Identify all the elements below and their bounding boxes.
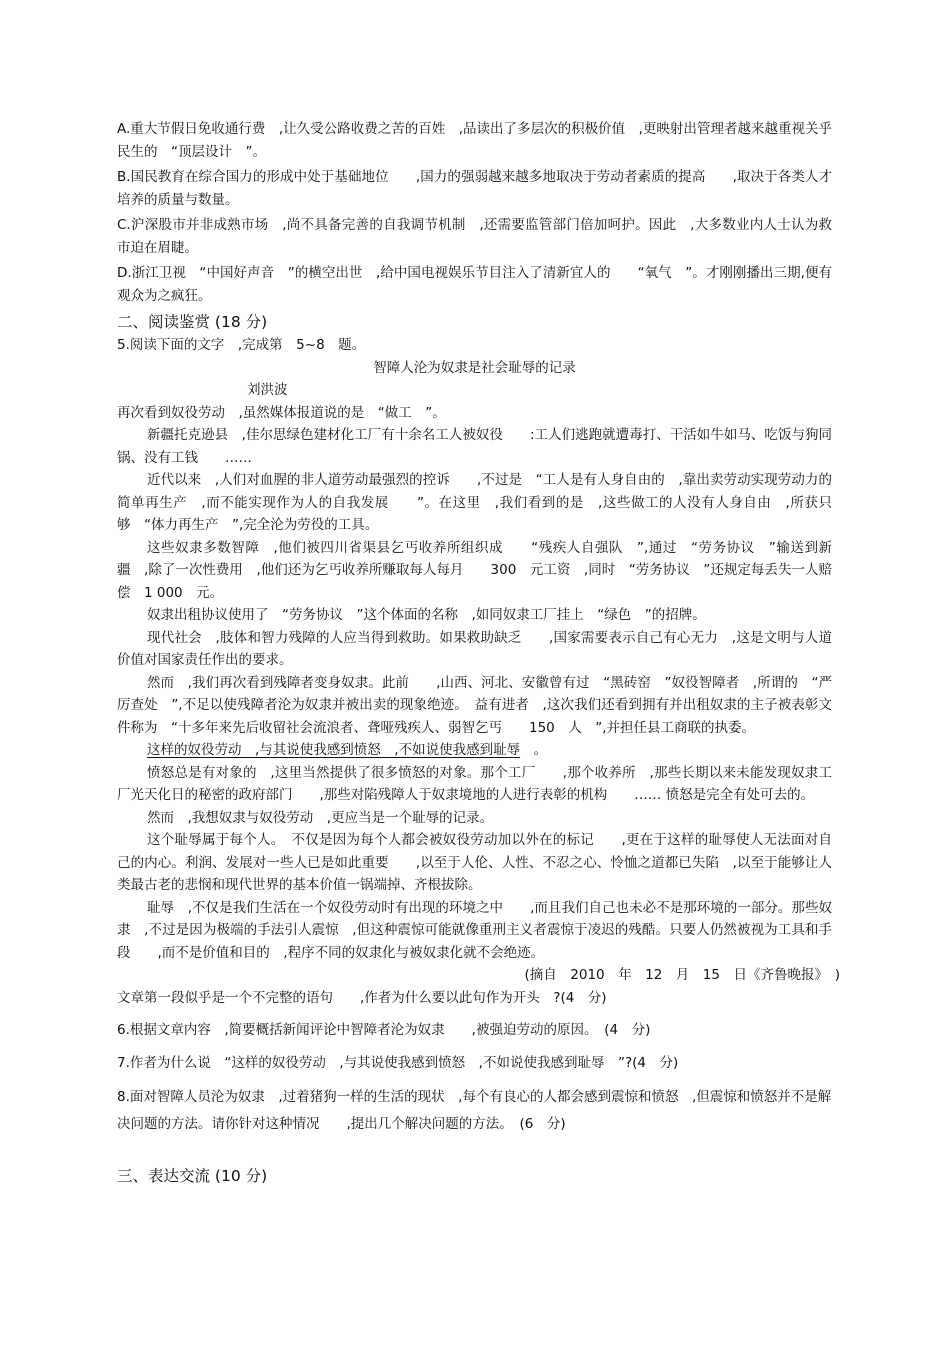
article-paragraph: 这个耻辱属于每个人。 不仅是因为每个人都会被奴役劳动加以外在的标记 ,更在于这样的耻辱使人无法面对自己的内心。利润、发展对一些人已是如此重要 ,以至于人伦、人性、不忍之心、怜恤之道都已失陷 ,以至于能够让人类最古老的悲悯和现代世界的基本价值一锅端掉、齐根拔除。: [117, 832, 832, 893]
option-b: B.国民教育在综合国力的形成中处于基础地位 ,国力的强弱越来越多地取决于劳动者素质的提高 ,取决于各类人才培养的质量与数量。: [117, 169, 832, 208]
underlined-sentence-line: [117, 739, 832, 762]
spacer: [117, 1138, 832, 1164]
section-heading-reading: 二、阅读鉴赏 (18 分): [117, 313, 268, 331]
question-8: 8.面对智障人员沦为奴隶 ,过着猪狗一样的生活的现状 ,每个有良心的人都会感到震惊和愤怒 ,但震惊和愤怒并不是解决问题的方法。请你针对这种情况 ,提出几个解决问题的方法。 (6 分): [117, 1089, 832, 1132]
article-paragraph: 奴隶出租协议使用了 “劳务协议 ”这个体面的名称 ,如同奴隶工厂挂上 “绿色 ”的招牌。: [147, 607, 706, 623]
underlined-sentence-end: 。: [520, 742, 548, 758]
question-5-instruction: 5.阅读下面的文字 ,完成第 5~8 题。: [117, 337, 366, 353]
section-heading-expression: 三、表达交流 (10 分): [117, 1167, 268, 1185]
question-5: 文章第一段似乎是一个不完整的语句 ,作者为什么要以此句作为开头 ?(4 分): [117, 989, 607, 1006]
article-paragraph: 耻辱 ,不仅是我们生活在一个奴役劳动时有出现的环境之中 ,而且我们自己也未必不是那环境的一部分。那些奴隶 ,不过是因为极端的手法引人震惊 ,但这种震惊可能就像重刑主义者震惊于凌迟的残酷。只要人仍然被视为工具和手段 ,而不是价值和目的 ,程序不同的奴隶化与被奴隶化就不会绝迹。: [117, 899, 832, 961]
article-paragraph: 近代以来 ,人们对血腥的非人道劳动最强烈的控诉 ,不过是 “工人是有人身自由的 ,靠出卖劳动实现劳动力的简单再生产 ,而不能实现作为人的自我发展 ”。在这里 ,我们看到的是 ,这些做工的人没有人身自由 ,所获只够 “体力再生产 ”,完全沦为劳役的工具。: [117, 472, 832, 533]
article-paragraph: 然而 ,我想奴隶与奴役劳动 ,更应当是一个耻辱的记录。: [147, 809, 494, 826]
article-title: 智障人沦为奴隶是社会耻辱的记录: [373, 359, 576, 376]
question-7: 7.作者为什么说 “这样的奴役劳动 ,与其说使我感到愤怒 ,不如说使我感到耻辱 ”?(4 分): [117, 1054, 679, 1071]
spacer: [117, 1042, 832, 1052]
article-paragraph: 现代社会 ,肢体和智力残障的人应当得到救助。如果救助缺乏 ,国家需要表示自己有心无力 ,这是文明与人道价值对国家责任作出的要求。: [117, 629, 832, 668]
article-paragraph: 这些奴隶多数智障 ,他们被四川省渠县乞丐收养所组织成 “残疾人自强队 ”,通过 “劳务协议 ”输送到新疆 ,除了一次性费用 ,他们还为乞丐收养所赚取每人每月 300 元工资 ,同时 “劳务协议 ”还规定每丢失一人赔偿 1 000 元。: [117, 539, 832, 601]
option-d: D.浙江卫视 “中国好声音 ”的横空出世 ,给中国电视娱乐节目注入了清新宜人的 “氧气 ”。才刚刚播出三期,便有观众为之疯狂。: [117, 265, 832, 304]
article-paragraph: 新疆托克逊县 ,佳尔思绿色建材化工厂有十余名工人被奴役 :工人们逃跑就遭毒打、干活如牛如马、吃饭与狗同锅、没有工钱 ……: [117, 427, 832, 466]
article-first-line: 再次看到奴役劳动 ,虽然媒体报道说的是 “做工 ”。: [117, 404, 446, 421]
question-6: 6.根据文章内容 ,简要概括新闻评论中智障者沦为奴隶 ,被强迫劳动的原因。 (4 分): [117, 1022, 651, 1038]
underlined-sentence: 这样的奴役劳动 ,与其说使我感到愤怒 ,不如说使我感到耻辱: [147, 742, 521, 758]
article-source: (摘自 2010 年 12 月 15 日《齐鲁晚报》 ): [524, 967, 840, 983]
article-paragraph: 愤怒总是有对象的 ,这里当然提供了很多愤怒的对象。那个工厂 ,那个收养所 ,那些长期以来未能发现奴隶工厂光天化日的秘密的政府部门 ,那些对陷残障人于奴隶境地的人进行表彰的机构 …… 愤怒是完全有处可去的。: [117, 764, 832, 803]
spacer: [117, 1074, 832, 1084]
option-a: A.重大节假日免收通行费 ,让久受公路收费之苦的百姓 ,品读出了多层次的积极价值 ,更映射出管理者越来越重视关乎民生的 “顶层设计 ”。: [117, 121, 832, 160]
article-paragraph: 然而 ,我们再次看到残障者变身奴隶。此前 ,山西、河北、安徽曾有过 “黑砖窑 ”奴役智障者 ,所谓的 “严厉查处 ”,不足以使残障者沦为奴隶并被出卖的现象绝迹。 益有进者 ,这次我们还看到拥有并出租奴隶的主子被表彰文件称为 “十多年来先后收留社会流浪者、聋哑残疾人、弱智乞丐 150 人 ”,并担任县工商联的执委。: [117, 674, 832, 736]
option-c: C.沪深股市并非成熟市场 ,尚不具备完善的自我调节机制 ,还需要监管部门倍加呵护。因此 ,大多数业内人士认为救市迫在眉睫。: [117, 217, 832, 256]
exam-page: [117, 118, 840, 1188]
article-author: 刘洪波: [247, 382, 288, 398]
spacer: [117, 1009, 832, 1019]
